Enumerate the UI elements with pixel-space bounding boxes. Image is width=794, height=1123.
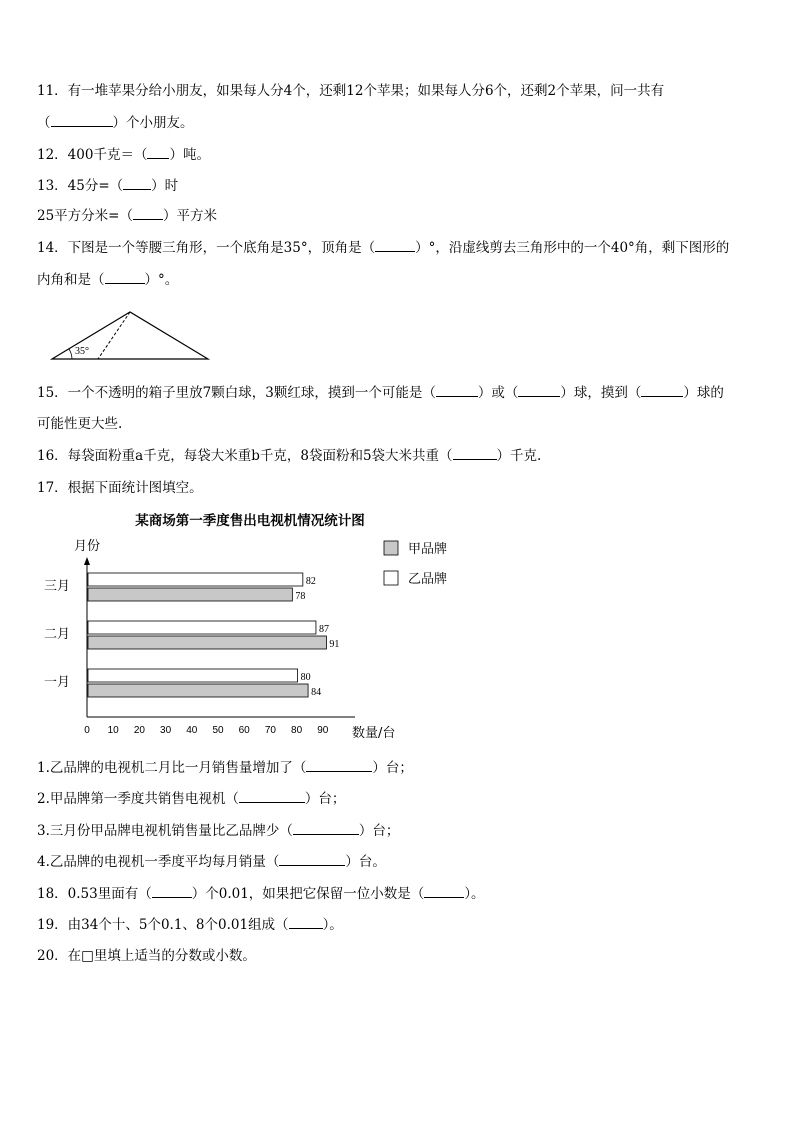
question-13b: 25平方分米=（ ）平方米: [37, 208, 217, 224]
bar-yi: [88, 621, 316, 634]
answer-blank-15b[interactable]: [518, 384, 560, 397]
bar-value-label: 78: [295, 591, 306, 602]
chart-x-axis-label: 数量/台: [352, 726, 396, 741]
answer-blank-17-1[interactable]: [306, 759, 372, 772]
answer-blank-15c[interactable]: [641, 384, 683, 397]
answer-blank-19[interactable]: [289, 916, 323, 929]
answer-blank-15a[interactable]: [436, 384, 478, 397]
question-17-sub2: 2.甲品牌第一季度共销售电视机（ ）台；: [37, 791, 346, 807]
question-16: 16．每袋面粉重a千克，每袋大米重b千克，8袋面粉和5袋大米共重（ ）千克.: [37, 448, 542, 464]
question-19: 19．由34个十、5个0.1、8个0.01组成（ ）。: [37, 917, 343, 933]
chart-y-axis-label: 月份: [74, 539, 101, 554]
answer-blank-18b[interactable]: [424, 885, 464, 898]
isosceles-triangle-figure: [48, 305, 213, 365]
x-tick-label: 10: [107, 725, 119, 736]
angle-label: 35°: [75, 346, 89, 357]
legend-label-yi: 乙品牌: [408, 572, 448, 587]
question-15-line2: 可能性更大些.: [37, 416, 123, 432]
answer-blank-11[interactable]: [51, 114, 113, 127]
angle-arc: [69, 349, 72, 359]
x-tick-label: 20: [133, 725, 145, 736]
answer-blank-13b[interactable]: [133, 207, 163, 220]
bar-yi: [88, 573, 303, 586]
question-14-line1: 14．下图是一个等腰三角形，一个底角是35°，顶角是（ ）°，沿虚线剪去三角形中的一个40°角，剩下图形的: [37, 240, 730, 256]
bar-jia: [88, 588, 292, 601]
answer-blank-17-2[interactable]: [239, 790, 305, 803]
answer-blank-14b[interactable]: [105, 271, 145, 284]
category-label: 三月: [44, 579, 71, 594]
legend-swatch-jia: [384, 541, 398, 555]
chart-x-ticks: [84, 725, 329, 736]
bar-jia: [88, 684, 308, 697]
chart-bars: [88, 573, 339, 698]
bar-value-label: 87: [318, 624, 329, 635]
answer-blank-17-4[interactable]: [279, 853, 345, 866]
chart-categories: [44, 579, 70, 690]
answer-blank-14a[interactable]: [375, 239, 415, 252]
question-11-line2: （ ）个小朋友。: [37, 115, 194, 131]
answer-blank-16[interactable]: [453, 447, 497, 460]
question-14-line2: 内角和是（ ）°。: [37, 272, 179, 288]
x-tick-label: 60: [238, 725, 250, 736]
question-17: 17．根据下面统计图填空。: [37, 480, 203, 496]
tv-sales-bar-chart: [30, 505, 470, 745]
x-tick-label: 70: [264, 725, 276, 736]
category-label: 二月: [44, 627, 71, 642]
bar-yi: [88, 669, 298, 682]
question-12: 12．400千克＝（ ）吨。: [37, 147, 210, 163]
answer-blank-18a[interactable]: [152, 885, 192, 898]
chart-y-axis-arrow: [84, 557, 90, 565]
answer-blank-12[interactable]: [147, 146, 169, 159]
legend-swatch-yi: [384, 571, 398, 585]
x-tick-label: 90: [317, 725, 329, 736]
category-label: 一月: [44, 675, 71, 690]
answer-blank-13a[interactable]: [123, 177, 151, 190]
question-17-sub4: 4.乙品牌的电视机一季度平均每月销量（ ）台。: [37, 854, 386, 870]
x-tick-label: 50: [212, 725, 224, 736]
bar-jia: [88, 636, 326, 649]
question-13a: 13．45分=（ ）时: [37, 178, 179, 194]
question-18: 18．0.53里面有（ ）个0.01，如果把它保留一位小数是（ ）。: [37, 886, 485, 902]
legend-label-jia: 甲品牌: [408, 542, 448, 557]
bar-value-label: 91: [329, 639, 340, 650]
cut-dashed-line: [98, 312, 130, 359]
chart-title: 某商场第一季度售出电视机情况统计图: [135, 513, 365, 529]
bar-value-label: 84: [311, 687, 322, 698]
question-11-line1: 11．有一堆苹果分给小朋友，如果每人分4个，还剩12个苹果；如果每人分6个，还剩2个苹果，问一共有: [37, 83, 665, 99]
x-tick-label: 80: [291, 725, 303, 736]
x-tick-label: 30: [160, 725, 172, 736]
question-20: 20．在□里填上适当的分数或小数。: [37, 948, 256, 964]
bar-value-label: 80: [300, 672, 311, 683]
x-tick-label: 0: [84, 725, 90, 736]
answer-blank-17-3[interactable]: [293, 822, 359, 835]
x-tick-label: 40: [186, 725, 198, 736]
question-15-line1: 15．一个不透明的箱子里放7颗白球，3颗红球，摸到一个可能是（ ）或（ ）球，摸到（ ）球的: [37, 385, 724, 401]
question-17-sub3: 3.三月份甲品牌电视机销售量比乙品牌少（ ）台；: [37, 823, 400, 839]
question-17-sub1: 1.乙品牌的电视机二月比一月销售量增加了（ ）台；: [37, 760, 413, 776]
bar-value-label: 82: [305, 576, 316, 587]
